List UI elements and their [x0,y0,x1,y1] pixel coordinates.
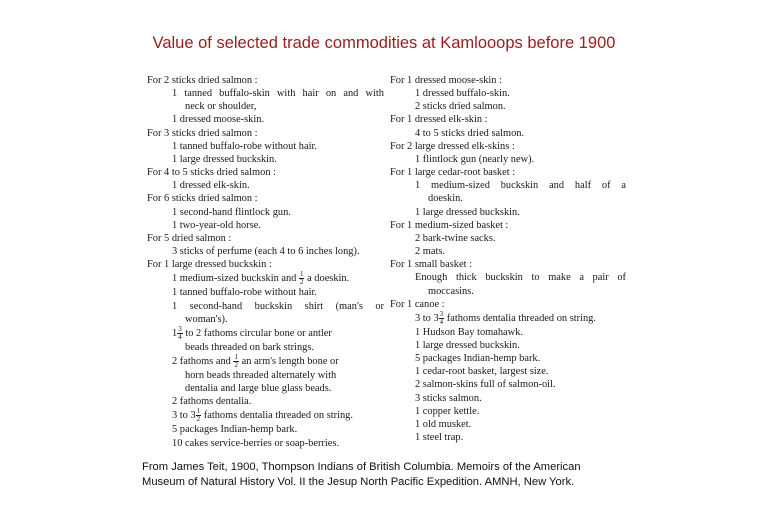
list-item [147,354,384,369]
list-heading: For 1 large dressed buckskin : [147,259,272,271]
list-item: 2 salmon-skins full of salmon-oil. [415,379,556,391]
source-caption [142,460,702,489]
item-text: 3 to 3 [172,410,196,422]
left-column [147,74,384,450]
item-text: an arm's length bone or [241,355,339,367]
list-heading: For 1 canoe : [390,298,445,310]
list-item: 1 dressed buffalo-skin. [415,88,510,100]
list-item: 1 large dressed buckskin. [415,206,520,218]
list-item: 1 flintlock gun (nearly new). [415,153,535,165]
right-column [390,74,626,444]
list-item: 1 old musket. [415,418,472,430]
list-item: 1 large dressed buckskin. [415,339,520,351]
list-item: 1 tanned buffalo-robe without hair. [172,140,317,152]
list-item: 5 packages Indian-hemp bark. [415,353,541,365]
caption-line: Museum of Natural History Vol. II the Jesup North Pacific Expedition. AMNH, New York. [142,475,575,488]
fraction-half: $\frac{1}{2}$ [299,270,304,287]
page-title: Value of selected trade commodities at Kamlooops before 1900 [152,34,616,52]
list-item: 2 mats. [415,246,446,258]
list-item: 3 sticks salmon. [415,392,482,404]
item-text: 1 medium-sized buckskin and [172,273,297,285]
list-item: 1 large dressed buckskin. [172,153,277,165]
list-item: 2 sticks dried salmon. [415,101,506,113]
fraction-half: $\frac{1}{2}$ [196,407,201,424]
list-item: 10 cakes service-berries or soap-berries. [172,437,340,449]
item-text: to 2 fathoms circular bone or antler [185,327,332,339]
list-heading: For 1 large cedar-root basket : [390,167,516,179]
fraction-half: $\frac{1}{2}$ [234,352,238,369]
list-item: 2 fathoms dentalia. [172,396,252,408]
list-heading: For 3 sticks dried salmon : [147,127,258,139]
list-heading: For 1 dressed elk-skin : [390,114,488,126]
list-item: 1 tanned buffalo-skin with hair on and with [172,88,384,100]
list-item: 4 to 5 sticks dried salmon. [415,127,525,139]
item-text: 2 fathoms and [172,355,231,367]
list-item: 1 second-hand buckskin shirt (man's or [172,300,384,312]
caption-line: From James Teit, 1900, Thompson Indians of British Columbia. Memoirs of the American [142,461,581,473]
list-item: 3 sticks of perfume (each 4 to 6 inches long). [172,246,360,258]
list-item: 1 steel trap. [415,432,464,444]
list-item: 1 tanned buffalo-robe without hair. [172,287,317,299]
list-item: 1 copper kettle. [415,405,480,417]
list-item: 1 dressed moose-skin. [172,114,265,126]
item-text: fathoms dentalia threaded on string. [446,312,596,324]
list-item: 1 cedar-root basket, largest size. [415,366,549,378]
list-item: beads threaded on bark strings. [185,341,314,353]
list-item: dentalia and large blue glass beads. [185,383,332,395]
list-heading: For 1 small basket : [390,259,472,271]
list-heading: For 1 dressed moose-skin : [390,75,502,86]
list-heading: For 2 sticks dried salmon : [147,75,258,86]
list-item [147,408,384,423]
list-heading: For 5 dried salmon : [147,232,232,244]
list-item: 1 second-hand flintlock gun. [172,206,291,218]
list-item [147,271,384,286]
list-item: doeskin. [428,193,463,205]
item-text: a doeskin. [307,273,350,285]
list-item: woman's). [185,313,228,325]
list-item: horn beads threaded alternately with [185,369,337,381]
list-item: 1 Hudson Bay tomahawk. [415,326,523,338]
list-item: 1 dressed elk-skin. [172,180,250,192]
list-item [390,311,626,326]
fraction-three-quarter: $\frac{3}{4}$ [439,309,444,326]
list-item [147,326,384,341]
list-heading: For 2 large dressed elk-skins : [390,140,515,152]
list-heading: For 4 to 5 sticks dried salmon : [147,167,277,179]
list-heading: For 6 sticks dried salmon : [147,193,258,205]
item-text: fathoms dentalia threaded on string. [203,410,353,422]
list-item: Enough thick buckskin to make a pair of [415,272,626,284]
list-item: 1 medium-sized buckskin and half of a [415,180,626,192]
list-item: neck or shoulder, [185,101,257,113]
list-item: 1 two-year-old horse. [172,219,261,231]
item-text: 3 to 3 [415,312,439,324]
list-heading: For 1 medium-sized basket : [390,219,509,231]
list-item: 5 packages Indian-hemp bark. [172,424,298,436]
item-text: 1 [172,327,178,339]
fraction-three-quarter: $\frac{3}{4}$ [178,324,182,341]
list-item: 2 bark-twine sacks. [415,232,496,244]
list-item: moccasins. [428,285,474,297]
